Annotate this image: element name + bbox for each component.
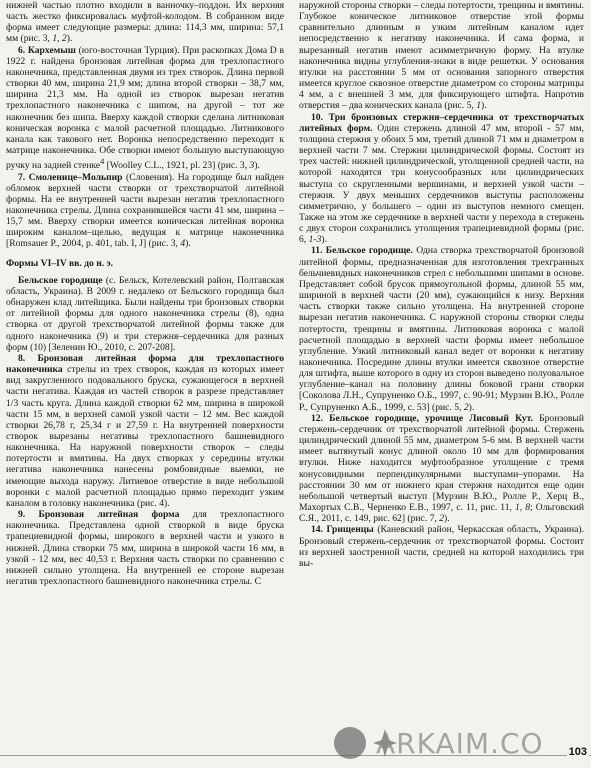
paragraph: 9. Бронзовая литейная форма для трехлопастного наконечника. Представлена одной створкой в виде бруска трапециевидной формы, широкого в верхней части и узкого в нижней. Длина створки 75 мм, ширина в широкой части 16 мм, в узкой - 12 мм, вес 40,53 г. Верхняя часть створки по сравнению с нижней сильно утолщена. На внутренней ее стороне вырезан негатив трехлопастного башневидного наконечника стрелы. С	[6, 509, 285, 587]
left-column	[6, 0, 284, 587]
section-heading: Формы VI–IV вв. до н. э.	[6, 257, 114, 269]
paragraph: Бельское городище (с. Бельск, Котелевский район, Полтавская область, Украина). В 2009 г. недалеко от Бельского городища был обнаружен клад литейщика. Были найдены три бронзовых створки от литейной формы для одного наконечника стрелы (8), одна створка от другой трехстворчатой литейной формы также для одного наконечника (9) и три стержня–сердечника для разных форм (10) [Зеленин Ю., 2010, с. 207-208].	[6, 274, 284, 353]
paragraph: 6. Кархемыш (юго-восточная Турция). При раскопках Дома D в 1922 г. найдена бронзовая литейная форма для трехлопастного наконечника, представленная двумя из трех створок. Длина первой створки 40 мм, ширина 21,9 мм; длина второй створки – 38,7 мм, ширина 21,3 мм. На одной из створок вырезан негатив трехлопастного наконечника с шипом, на другой – тот же наконечник без шипа. Вверху каждой створки сделана литниковая коническая воронка с малой расчетной площадью. Литникового канала как такового нет. Воронка непосредственно переходит к матрице наконечника. Обе створки имеют большую выступающую ручку на задней стенке$^4$ [Woolley C.L., 1921, pl. 23] (рис. 3, 3).	[6, 44, 285, 172]
paragraph: нижней частью плотно входили в ванночку–поддон. Их верхняя часть жестко фиксировалась муфтой-колодом. В собранном виде форма имеет следующие размеры: длина: 114,3 мм, ширина: 57,1 мм (рис. 3, 1, 2).	[6, 0, 284, 45]
paragraph: наружной стороны створки – следы потертости, трещины и вмятины. Глубокое коническое литниковое отверстие этой формы сравнительно длинным и узким литейным каналом идет непосредственно к негативу наконечника. И сама форма, и вырезанный негатив имеют асимметричную форму. На втулке наконечника видны углубления-знаки в виде решетки. У основания втулки на расстоянии 5 мм от основания запорного отверстия имеется круглое сквозное отверстие диаметром со стороны матрицы 4 мм, а с внешней 3 мм, для фиксирующего штифта. Напротив отверстия – два конических канала (рис. 5, 1).	[299, 0, 584, 112]
paragraph: 12. Бельское городище, урочище Лисовый Кут. Бронзовый стержень-сердечник от трехстворчатой литейной формы. Стержень цилиндрический длиной 55 мм, диаметром 5-6 мм. В верхней части имеет вытянутый конус длиной около 10 мм для формирования втулки. Ниже находится муфтообразное утолщение с тремя конусовидными перпендикулярными выступами–упорами. На расстоянии 30 мм от нижнего края стержня находится еще один небольшой четвертый выступ [Мурзин В.Ю., Ролле Р., Херц В., Махортых С.В., Черненко Е.В., 1997, с. 11, рис. 11, 1, 8; Ольговский С.Я., 2011, с. 149, рис. 62] (рис. 7, 2).	[299, 412, 585, 525]
paragraph: 10. Три бронзовых стержня–сердечника от трехстворчатых литейных форм. Один стержень длиной 47 мм, второй - 57 мм, толщина стержня у обоих 5 мм, третий длиной 71 мм и диаметром в верхней части 7 мм. Стержни цилиндрической формы. Состоят из трех частей: нижней цилиндрической, утолщенной средней части, на которой находятся три конусообразных или цилиндрических выступа со скругленными вершинами, и верхней узкой части – стержня. У двух меньших сердечников выступы расположены симметрично, у большего – один из выступов немного смещен. Также на этом же сердечнике в верхней части у перехода в стержень с двух сторон сохранились утолщения трапециевидной формы (рис. 6, 1-3).	[299, 111, 584, 246]
paragraph: 8. Бронзовая литейная форма для трехлопастного наконечника стрелы из трех створок, каждая из которых имеет вид закругленного подовального бруска, сужающегося в верхней части негатива. Каждая из частей створок в разрезе представляет 1/3 часть круга. Длина каждой створки 62 мм, ширина в широкой части 15 мм, в верхней самой узкой части – 12 мм. Вес каждой створки 26,78 г, 25,34 г и 27,59 г. На внутренней поверхности створок вырезаны негативы трехлопастного башневидного наконечника. На наружной поверхности створок – следы потертости и вмятины. На двух створках у середины втулки негатива наконечника нанесены ромбовидные выемки, не имеющие выхода наружу. Литиевое отверстие в виде небольшой воронки с малой расчетной площадью прямо переходит узким каналом в головку наконечника (рис. 4).	[6, 352, 284, 509]
watermark-text: ARKAIM.CO	[376, 727, 544, 760]
paragraph: 14. Грищенцы (Каневский район, Черкасская область, Украина). Бронзовый стержень-сердечник от трехстворчатой формы. Состоит из верхней заостренной части, средней на которой находились три вы-	[299, 524, 584, 569]
watermark-logo-icon	[334, 727, 366, 759]
page-number: 103	[568, 746, 587, 758]
paragraph: 7. Смоленице–Мольпир (Словения). На городище был найден обломок верхней части створки от трехстворчатой литейной формы. На ее внутренней части вырезан негатив трехлопастного наконечника стрелы. Длина сохранившейся части 41 мм, ширина – 15,7 мм. Вверху створки имеется коническая литейная воронка широким каналом–щелью, ведущая к матрице наконечника [Romsauer P., 2004, p. 401, tab. I, J] (рис. 3, 4).	[6, 171, 285, 250]
right-column	[299, 0, 584, 569]
paragraph: 11. Бельское городище. Одна створка трехстворчатой бронзовой литейной формы, предназначенная для изготовления трехгранных бельчиевидных наконечников стрел с небольшими шипами в основе. Представляет собой брусок прямоугольной формы, длиной 55 мм, шириной в верхней части (20 мм), сужающийся к низу. Верхняя часть створки также сильно утолщена. На внутренней стороне вырезан негатив наконечника. С наружной стороны створки следы потертости, трещины и вмятины. Литниковая воронка с малой расчетной площадью в верхней части формы имеет небольшое углубление. Узкий литниковый канал ведет от воронки к негативу наконечника. Посредине длины втулки имеется сквозное отверстие для штифта, выше которого в одну из сторон выведено полуовальное углубление–канал на половину длины боковой грани створки [Соколова Л.Н., Супруненко О.Б., 1997, с. 90-91; Мурзин В.Ю., Ролле Р., Супруненко А.Б., 1999, с. 53] (рис. 5, 2).	[299, 245, 584, 413]
